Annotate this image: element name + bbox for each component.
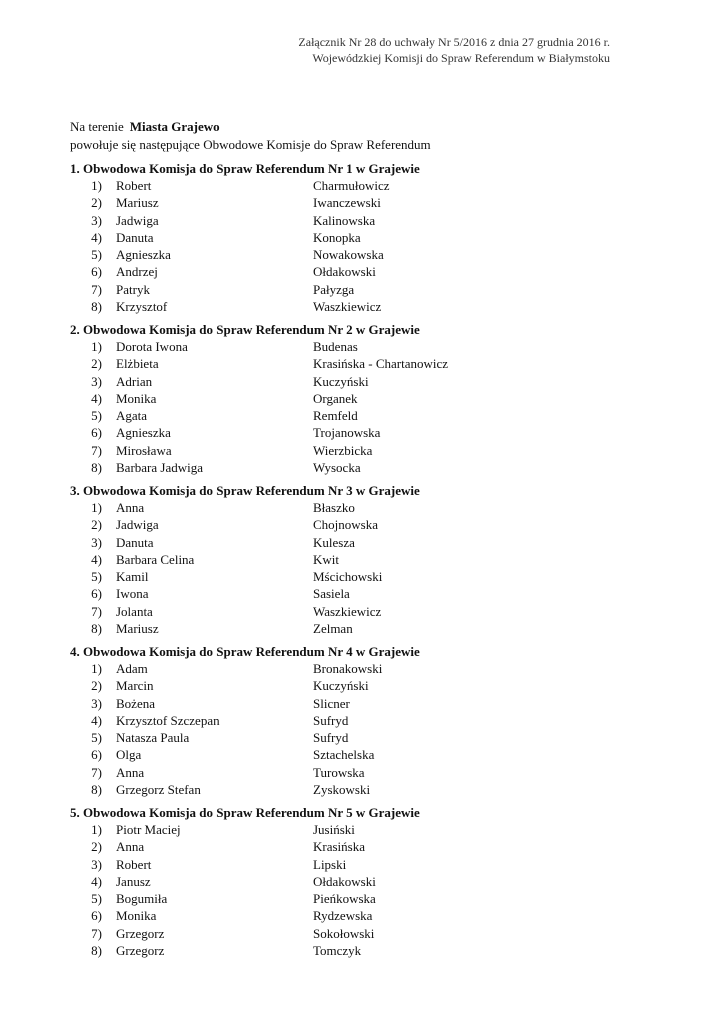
member-last-name: Iwanczewski (313, 195, 381, 211)
member-row (70, 551, 670, 568)
member-last-name: Kuczyński (313, 678, 369, 694)
member-row (70, 821, 670, 838)
member-first-name: Adrian (116, 373, 153, 389)
member-number: 8) (91, 942, 102, 958)
member-row (70, 890, 670, 907)
member-number: 3) (91, 695, 102, 711)
member-number: 3) (91, 534, 102, 550)
commission-list (70, 160, 670, 965)
member-last-name: Sokołowski (313, 925, 375, 941)
member-number: 4) (91, 873, 102, 889)
member-row (70, 459, 670, 476)
member-last-name: Krasińska - Chartanowicz (313, 356, 449, 372)
member-row (70, 355, 670, 372)
member-first-name: Barbara Jadwiga (116, 459, 203, 475)
member-last-name: Zyskowski (313, 781, 371, 797)
commission-section (70, 482, 670, 637)
member-first-name: Anna (116, 764, 145, 780)
member-row (70, 246, 670, 263)
member-row (70, 873, 670, 890)
member-first-name: Krzysztof Szczepan (116, 712, 220, 728)
member-row (70, 746, 670, 763)
member-first-name: Barbara Celina (116, 551, 195, 567)
member-last-name: Kuczyński (313, 373, 369, 389)
commission-title: 5. Obwodowa Komisja do Spraw Referendum Nr 5 w Grajewie (70, 805, 420, 820)
member-row (70, 373, 670, 390)
member-number: 2) (91, 517, 102, 533)
member-first-name: Mirosława (116, 442, 172, 458)
member-last-name: Chojnowska (313, 517, 378, 533)
member-first-name: Jolanta (116, 603, 153, 619)
member-row (70, 712, 670, 729)
member-last-name: Nowakowska (313, 247, 384, 262)
member-number: 8) (91, 620, 102, 636)
member-number: 6) (91, 425, 102, 441)
commission-section (70, 643, 670, 798)
member-row (70, 729, 670, 746)
member-last-name: Trojanowska (313, 425, 381, 441)
member-row (70, 907, 670, 924)
document-header (0, 34, 610, 66)
member-first-name: Monika (116, 908, 157, 924)
member-first-name: Agnieszka (116, 247, 171, 262)
member-last-name: Wierzbicka (313, 442, 373, 458)
member-number: 5) (91, 730, 102, 745)
member-number: 8) (91, 459, 102, 475)
member-number: 2) (91, 356, 102, 372)
member-number: 5) (91, 247, 102, 262)
commission-title: 4. Obwodowa Komisja do Spraw Referendum Nr 4 w Grajewie (70, 644, 420, 659)
member-first-name: Monika (116, 390, 157, 406)
member-last-name: Sufryd (313, 712, 349, 728)
member-last-name: Lipski (313, 856, 347, 872)
member-first-name: Bożena (116, 695, 155, 711)
member-last-name: Rydzewska (313, 908, 373, 924)
member-row (70, 407, 670, 424)
member-number: 7) (91, 281, 102, 297)
member-row (70, 925, 670, 942)
intro-line-1 (70, 118, 431, 136)
member-first-name: Danuta (116, 534, 154, 550)
member-number: 5) (91, 408, 102, 423)
member-first-name: Dorota Iwona (116, 339, 188, 354)
member-first-name: Grzegorz (116, 942, 165, 958)
member-last-name: Konopka (313, 229, 361, 245)
member-row (70, 942, 670, 959)
member-last-name: Sasiela (313, 586, 350, 602)
member-last-name: Krasińska (313, 839, 365, 855)
member-number: 3) (91, 373, 102, 389)
header-line-2: Wojewódzkiej Komisji do Spraw Referendum w Białymstoku (312, 51, 610, 65)
member-number: 6) (91, 908, 102, 924)
member-number: 8) (91, 298, 102, 314)
member-last-name: Pieńkowska (313, 891, 376, 906)
member-first-name: Anna (116, 839, 145, 855)
member-last-name: Waszkiewicz (313, 298, 382, 314)
member-first-name: Iwona (116, 586, 149, 602)
commission-section (70, 321, 670, 476)
member-row (70, 212, 670, 229)
member-row (70, 177, 670, 194)
header-line-1: Załącznik Nr 28 do uchwały Nr 5/2016 z dnia 27 grudnia 2016 r. (298, 35, 610, 49)
member-last-name: Remfeld (313, 408, 358, 423)
member-number: 5) (91, 569, 102, 584)
member-last-name: Kulesza (313, 534, 355, 550)
member-last-name: Ołdakowski (313, 264, 376, 280)
intro-prefix: Na terenie (70, 119, 124, 134)
commission-section (70, 804, 670, 959)
member-first-name: Mariusz (116, 195, 159, 211)
member-last-name: Jusiński (313, 822, 355, 837)
member-row (70, 781, 670, 798)
member-row (70, 442, 670, 459)
member-first-name: Krzysztof (116, 298, 168, 314)
member-number: 4) (91, 390, 102, 406)
member-first-name: Marcin (116, 678, 154, 694)
member-first-name: Grzegorz Stefan (116, 781, 201, 797)
member-number: 1) (91, 339, 102, 354)
member-number: 4) (91, 551, 102, 567)
member-last-name: Sufryd (313, 730, 349, 745)
member-first-name: Kamil (116, 569, 149, 584)
intro-place: Miasta Grajewo (129, 119, 220, 134)
member-first-name: Jadwiga (116, 517, 159, 533)
member-number: 6) (91, 747, 102, 763)
member-row (70, 677, 670, 694)
member-first-name: Mariusz (116, 620, 159, 636)
member-last-name: Wysocka (313, 459, 361, 475)
member-first-name: Elżbieta (116, 356, 159, 372)
member-number: 8) (91, 781, 102, 797)
member-row (70, 603, 670, 620)
member-row (70, 263, 670, 280)
member-first-name: Grzegorz (116, 925, 165, 941)
member-last-name: Kalinowska (313, 212, 376, 228)
member-first-name: Patryk (116, 281, 150, 297)
member-last-name: Pałyzga (313, 281, 355, 297)
member-number: 7) (91, 603, 102, 619)
member-first-name: Bogumiła (116, 891, 168, 906)
member-first-name: Janusz (116, 873, 151, 889)
member-first-name: Natasza Paula (116, 730, 190, 745)
member-last-name: Ołdakowski (313, 873, 376, 889)
member-number: 6) (91, 264, 102, 280)
member-row (70, 838, 670, 855)
member-row (70, 534, 670, 551)
member-number: 7) (91, 925, 102, 941)
member-number: 2) (91, 839, 102, 855)
member-number: 7) (91, 442, 102, 458)
member-last-name: Slicner (313, 695, 350, 711)
member-number: 1) (91, 661, 102, 676)
member-last-name: Kwit (313, 551, 339, 567)
commission-section (70, 160, 670, 315)
member-last-name: Organek (313, 390, 358, 406)
member-row (70, 695, 670, 712)
member-first-name: Agnieszka (116, 425, 171, 441)
member-first-name: Piotr Maciej (116, 822, 181, 837)
intro-line-2: powołuje się następujące Obwodowe Komisje do Spraw Referendum (70, 137, 431, 152)
intro (70, 118, 431, 154)
member-number: 1) (91, 500, 102, 515)
member-last-name: Zelman (313, 620, 353, 636)
commission-title: 2. Obwodowa Komisja do Spraw Referendum Nr 2 w Grajewie (70, 322, 420, 337)
member-row (70, 764, 670, 781)
member-first-name: Agata (116, 408, 148, 423)
member-number: 1) (91, 822, 102, 837)
member-row (70, 390, 670, 407)
member-number: 7) (91, 764, 102, 780)
member-first-name: Robert (116, 178, 152, 193)
member-row (70, 499, 670, 516)
member-last-name: Sztachelska (313, 747, 375, 763)
member-row (70, 424, 670, 441)
member-number: 6) (91, 586, 102, 602)
member-first-name: Olga (116, 747, 142, 763)
member-last-name: Tomczyk (313, 942, 362, 958)
member-first-name: Anna (116, 500, 145, 515)
member-last-name: Bronakowski (313, 661, 383, 676)
member-last-name: Budenas (313, 339, 358, 354)
member-number: 4) (91, 712, 102, 728)
member-number: 1) (91, 178, 102, 193)
member-first-name: Andrzej (116, 264, 158, 280)
member-first-name: Robert (116, 856, 152, 872)
member-last-name: Turowska (313, 764, 365, 780)
member-number: 2) (91, 195, 102, 211)
member-first-name: Danuta (116, 229, 154, 245)
commission-title: 1. Obwodowa Komisja do Spraw Referendum Nr 1 w Grajewie (70, 161, 420, 176)
member-row (70, 856, 670, 873)
member-last-name: Waszkiewicz (313, 603, 382, 619)
member-last-name: Mścichowski (313, 569, 383, 584)
member-first-name: Adam (116, 661, 148, 676)
member-row (70, 194, 670, 211)
member-row (70, 281, 670, 298)
commission-title: 3. Obwodowa Komisja do Spraw Referendum Nr 3 w Grajewie (70, 483, 420, 498)
member-number: 5) (91, 891, 102, 906)
member-last-name: Charmułowicz (313, 178, 390, 193)
member-row (70, 568, 670, 585)
member-row (70, 585, 670, 602)
member-row (70, 516, 670, 533)
member-row (70, 338, 670, 355)
member-row (70, 660, 670, 677)
member-number: 3) (91, 212, 102, 228)
member-first-name: Jadwiga (116, 212, 159, 228)
member-number: 4) (91, 229, 102, 245)
member-row (70, 620, 670, 637)
member-number: 2) (91, 678, 102, 694)
member-row (70, 298, 670, 315)
member-number: 3) (91, 856, 102, 872)
member-last-name: Błaszko (313, 500, 355, 515)
member-row (70, 229, 670, 246)
